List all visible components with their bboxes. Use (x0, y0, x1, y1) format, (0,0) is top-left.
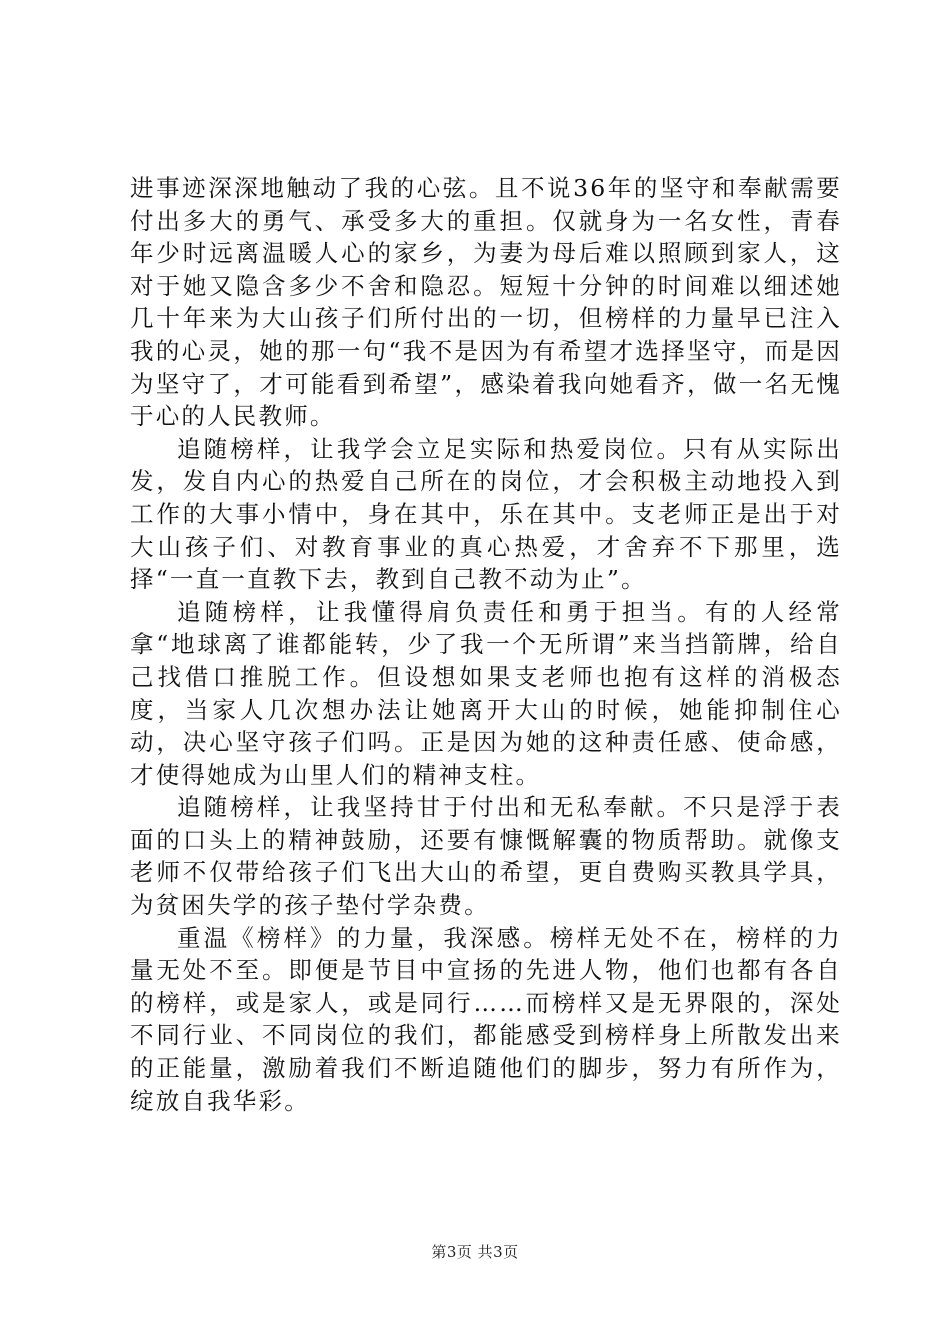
document-body (130, 172, 842, 1117)
paragraph-3: 追随榜样，让我懂得肩负责任和勇于担当。有的人经常拿“地球离了谁都能转，少了我一个无所谓”来当挡箭牌，给自己找借口推脱工作。但设想如果支老师也抱有这样的消极态度，当家人几次想办法让她离开大山的时候，她能抑制住心动，决心坚守孩子们吗。正是因为她的这种责任感、使命感，才使得她成为山里人们的精神支柱。 (130, 597, 842, 789)
paragraph-4: 追随榜样，让我坚持甘于付出和无私奉献。不只是浮于表面的口头上的精神鼓励，还要有慷慨解囊的物质帮助。就像支老师不仅带给孩子们飞出大山的希望，更自费购买教具学具，为贫困失学的孩子垫付学杂费。 (130, 793, 842, 920)
page-footer (0, 1242, 950, 1262)
paragraph-1: 进事迹深深地触动了我的心弦。且不说36年的坚守和奉献需要付出多大的勇气、承受多大的重担。仅就身为一名女性，青春年少时远离温暖人心的家乡，为妻为母后难以照顾到家人，这对于她又隐含多少不舍和隐忍。短短十分钟的时间难以细述她几十年来为大山孩子们所付出的一切，但榜样的力量早已注入我的心灵，她的那一句“我不是因为有希望才选择坚守，而是因为坚守了，才可能看到希望”，感染着我向她看齐，做一名无愧于心的人民教师。 (130, 174, 842, 431)
paragraph-2: 追随榜样，让我学会立足实际和热爱岗位。只有从实际出发，发自内心的热爱自己所在的岗位，才会积极主动地投入到工作的大事小情中，身在其中，乐在其中。支老师正是出于对大山孩子们、对教育事业的真心热爱，才舍弃不下那里，选择“一直一直教下去，教到自己教不动为止”。 (130, 434, 842, 594)
paragraph-5: 重温《榜样》的力量，我深感。榜样无处不在，榜样的力量无处不至。即便是节目中宣扬的先进人物，他们也都有各自的榜样，或是家人，或是同行……而榜样又是无界限的，深处不同行业、不同岗位的我们，都能感受到榜样身上所散发出来的正能量，激励着我们不断追随他们的脚步，努力有所作为，绽放自我华彩。 (130, 923, 842, 1115)
page-number-label: 第3页 共3页 (431, 1243, 519, 1261)
